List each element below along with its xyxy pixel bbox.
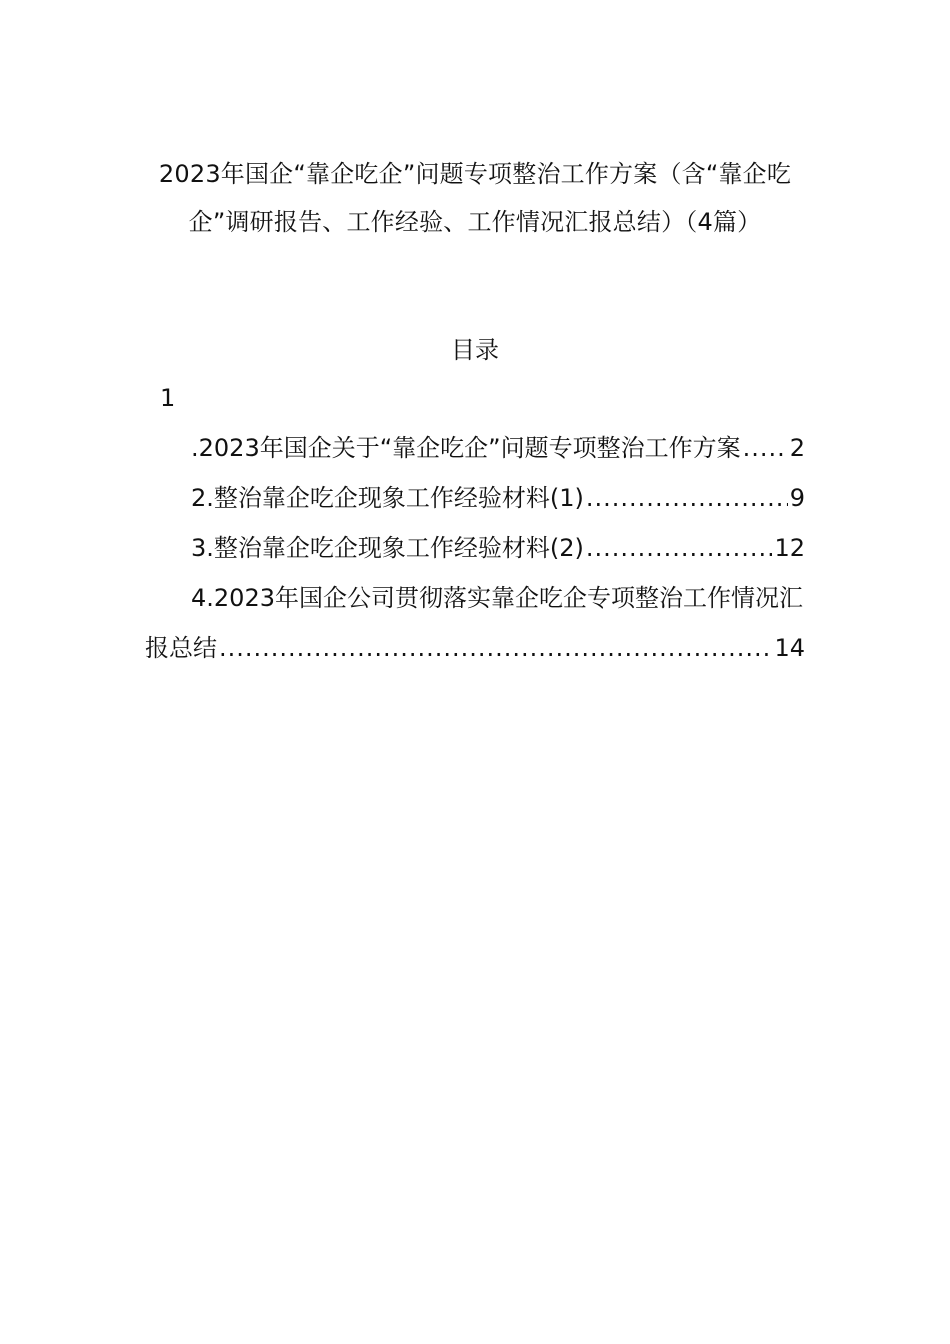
toc-leader-dots bbox=[586, 528, 773, 568]
toc-stray-number: 1 bbox=[160, 384, 176, 412]
toc-entry-text: .2023年国企关于“靠企吃企”问题专项整治工作方案 bbox=[191, 434, 741, 462]
toc-entry-2[interactable] bbox=[145, 478, 805, 518]
toc-entry-1[interactable] bbox=[145, 428, 805, 468]
toc-entry-4[interactable] bbox=[145, 628, 805, 668]
document-title bbox=[140, 150, 810, 246]
toc-entry-text: 2.整治靠企吃企现象工作经验材料(1) bbox=[191, 484, 584, 512]
toc-leader-dots bbox=[743, 428, 788, 468]
toc-page-number: 2 bbox=[789, 434, 805, 462]
toc-page-number: 9 bbox=[789, 484, 805, 512]
toc-entry-4-line-1[interactable]: 4.2023年国企公司贯彻落实靠企吃企专项整治工作情况汇 bbox=[191, 584, 803, 612]
toc-heading: 目录 bbox=[451, 336, 499, 364]
toc-entry-text: 3.整治靠企吃企现象工作经验材料(2) bbox=[191, 534, 584, 562]
toc-leader-dots bbox=[219, 628, 772, 668]
toc-entry-text: 报总结 bbox=[145, 634, 217, 662]
title-line-2: 企”调研报告、工作经验、工作情况汇报总结）（4篇） bbox=[188, 208, 762, 236]
toc-page-number: 14 bbox=[774, 634, 805, 662]
toc-entry-3[interactable] bbox=[145, 528, 805, 568]
toc-leader-dots bbox=[586, 478, 788, 518]
title-line-1: 2023年国企“靠企吃企”问题专项整治工作方案（含“靠企吃 bbox=[158, 160, 792, 188]
toc-page-number: 12 bbox=[774, 534, 805, 562]
